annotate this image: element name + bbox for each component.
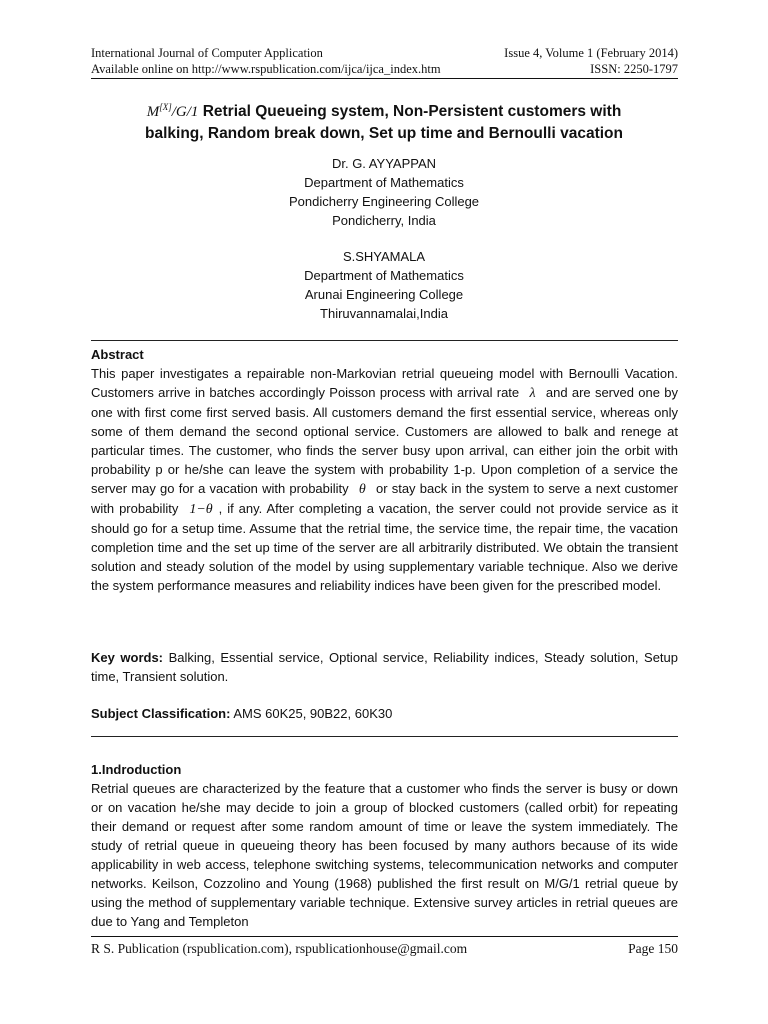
title-line-2: balking, Random break down, Set up time and Bernoulli vacation: [145, 125, 623, 142]
author-place: Thiruvannamalai,India: [320, 306, 448, 321]
author-college: Arunai Engineering College: [304, 287, 464, 302]
journal-name: International Journal of Computer Application: [91, 46, 323, 60]
running-header: [91, 45, 678, 77]
author-college: Pondicherry Engineering College: [288, 194, 480, 209]
subject-classification: [91, 704, 678, 723]
keywords-label: Key words:: [91, 650, 164, 665]
author-department: Department of Mathematics: [304, 175, 464, 190]
page-footer: [91, 941, 678, 957]
issue-info: Issue 4, Volume 1 (February 2014): [504, 46, 678, 60]
header-divider: [91, 78, 678, 79]
title-line-1: Retrial Queueing system, Non-Persistent customers with: [202, 103, 622, 120]
subject-label: Subject Classification:: [91, 706, 231, 721]
abstract-section: [91, 345, 678, 595]
introduction-section: [91, 760, 678, 931]
introduction-text: Retrial queues are characterized by the feature that a customer who finds the server is busy or down or on vacation he/she may decide to join a group of blocked customers (called orbit) for repeating their demand or request after some random amount of time or leave the system immediately. The study of retrial queue in queueing theory has been focused by many authors because of its wide applicability in web access, telephone switching systems, telecommunication networks and computer networks. Keilson, Cozzolino and Young (1968) published the first result on M/G/1 retrial queue by using the method of supplementary variable technique. Extensive survey articles in retrial queues are due to Yang and Templeton: [91, 781, 678, 929]
publisher-info: R S. Publication (rspublication.com), rspublicationhouse@gmail.com: [91, 941, 468, 956]
section-divider: [91, 340, 678, 341]
author-block: [90, 154, 678, 323]
keywords-section: [91, 648, 678, 686]
footer-divider: [91, 936, 678, 937]
author-name: S.SHYAMALA: [342, 249, 426, 264]
abstract-heading: Abstract: [91, 347, 144, 362]
theta-symbol: θ: [358, 482, 366, 497]
one-minus-theta-symbol: 1−θ: [189, 502, 213, 517]
title-math-notation: M[X]/G/1: [146, 102, 199, 120]
lambda-symbol: λ: [529, 386, 536, 401]
section-divider: [91, 736, 678, 737]
paper-title: [90, 96, 678, 145]
subject-text: AMS 60K25, 90B22, 60K30: [233, 706, 393, 721]
author-department: Department of Mathematics: [304, 268, 464, 283]
keywords-text: Balking, Essential service, Optional service, Reliability indices, Steady solution, Setup time, Transient solution.: [91, 650, 678, 684]
introduction-heading: 1.Indroduction: [91, 762, 182, 777]
abstract-text: This paper investigates a repairable non-Markovian retrial queueing model with Bernoulli Vacation. Customers arrive in batches accordingly Poisson process with arrival rate λ and are served one by one with first come first served basis. All customers demand the first essential service, whereas only some of them demand the second optional service. Customers are allowed to balk and renege at particular times. The customer, who finds the server busy upon arrival, can either join the orbit with probability p or he/she can leave the system with probability 1-p. Upon completion of a service the server may go for a vacation with probability θ or stay back in the system to serve a next customer with probability 1−θ , if any. After completing a vacation, the server could not provide service as it should go for a setup time. Assume that the retrial time, the service time, the repair time, the vacation completion time and the set up time of the server are all arbitrarily distributed. We obtain the transient solution and steady solution of the model by using supplementary variable technique. Also we derive the system performance measures and reliability indices have been given for the prescribed model.: [91, 366, 678, 593]
author-place: Pondicherry, India: [332, 213, 436, 228]
issn: ISSN: 2250-1797: [590, 62, 678, 76]
page-number: Page 150: [628, 941, 678, 956]
availability-link[interactable]: Available online on http://www.rspublication.com/ijca/ijca_index.htm: [91, 62, 441, 76]
author-name: Dr. G. AYYAPPAN: [331, 156, 437, 171]
